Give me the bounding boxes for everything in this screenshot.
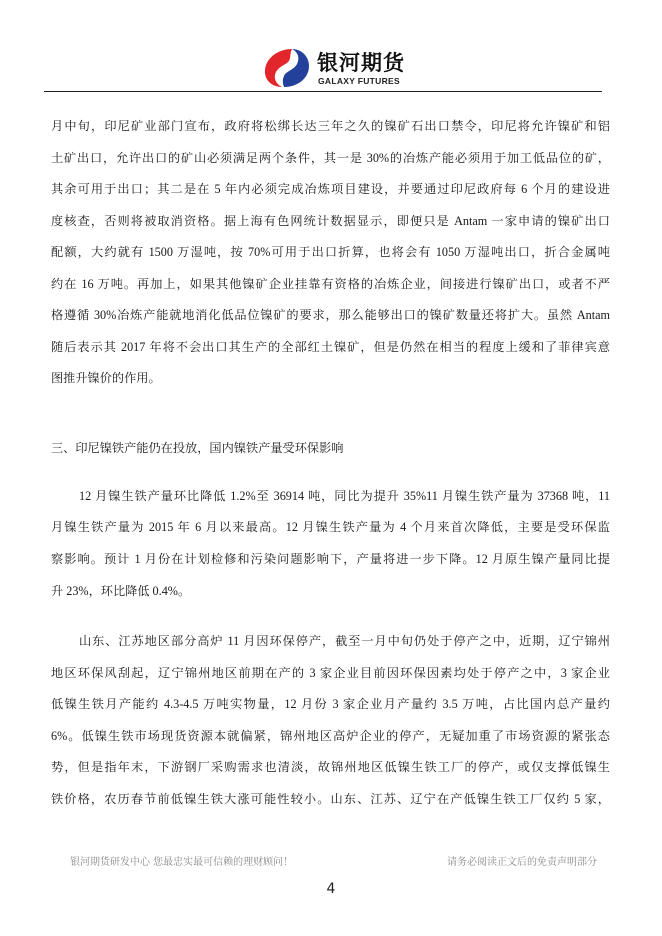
text-line: 其余可用于出口；其二是在 5 年内必须完成冶炼项目建设，并要通过印尼政府每 6 个月的建设进 <box>51 182 610 196</box>
text-line: 升 23%，环比降低 0.4%。 <box>51 584 191 598</box>
text-line: 配额，大约就有 1500 万湿吨，按 70%可用于出口折算，也将会有 1050 万湿吨出口，折合金属吨 <box>51 245 610 259</box>
brand-name-cn: 银河期货 <box>317 51 405 75</box>
section-heading: 三、印尼镍铁产能仍在投放，国内镍铁产量受环保影响 <box>51 441 344 455</box>
text-line: 月镍生铁产量为 2015 年 6 月以来最高。12 月镍生铁产量为 4 个月来首次降低，主要是受环保监 <box>51 520 610 534</box>
page-number: 4 <box>326 881 336 897</box>
text-line: 随后表示其 2017 年将不会出口其生产的全部红土镍矿，但是仍然在相当的程度上缓和了菲律宾意 <box>51 340 610 354</box>
text-line: 图推升镍价的作用。 <box>51 371 161 385</box>
header-divider <box>44 91 602 92</box>
footer-slogan: 银河期货研发中心 您最忠实最可信赖的理财顾问！ <box>70 857 294 868</box>
text-line: 月中旬，印尼矿业部门宣布，政府将松绑长达三年之久的镍矿石出口禁令，印尼将允许镍矿和铝 <box>51 119 610 133</box>
text-line: 低镍生铁月产能约 4.3-4.5 万吨实物量，12 月份 3 家企业月产量约 3.5 万吨，占比国内总产量约 <box>51 697 610 711</box>
text-line: 土矿出口，允许出口的矿山必须满足两个条件，其一是 30%的冶炼产能必须用于加工低品位的矿， <box>51 151 610 165</box>
text-line: 约在 16 万吨。再加上，如果其他镍矿企业挂靠有资格的冶炼企业，间接进行镍矿出口，或者不严 <box>51 277 610 291</box>
text-line: 度核查，否则将被取消资格。据上海有色网统计数据显示，即便只是 Antam 一家申请的镍矿出口 <box>51 214 610 228</box>
brand-name-en: GALAXY FUTURES <box>318 76 400 86</box>
text-line: 铁价格，农历春节前低镍生铁大涨可能性较小。山东、江苏、辽宁在产低镍生铁工厂仅约 5 家， <box>51 792 610 806</box>
text-line: 察影响。预计 1 月份在计划检修和污染问题影响下，产量将进一步下降。12 月原生镍产量同比提 <box>51 552 610 566</box>
text-line: 山东、江苏地区部分高炉 11 月因环保停产，截至一月中旬仍处于停产之中，近期，辽宁锦州 <box>79 634 610 648</box>
text-line: 地区环保风刮起，辽宁锦州地区前期在产的 3 家企业目前因环保因素均处于停产之中，3 家企业 <box>51 666 610 680</box>
text-line: 格遵循 30%冶炼产能就地消化低品位镍矿的要求，那么能够出口的镍矿数量还将扩大。虽然 Antam <box>51 308 610 322</box>
text-line: 6%。低镍生铁市场现货资源本就偏紧，锦州地区高炉企业的停产，无疑加重了市场资源的紧张态 <box>51 729 610 743</box>
footer-disclaimer-note: 请务必阅读正文后的免责声明部分 <box>447 857 597 868</box>
galaxy-futures-logo-icon <box>262 46 312 90</box>
text-line: 势，但是指年末，下游钢厂采购需求也清淡，故锦州地区低镍生铁工厂的停产，或仅支撑低镍生 <box>51 760 610 774</box>
text-line: 12 月镍生铁产量环比降低 1.2%至 36914 吨，同比为提升 35%11 月镍生铁产量为 37368 吨，11 <box>79 489 610 503</box>
